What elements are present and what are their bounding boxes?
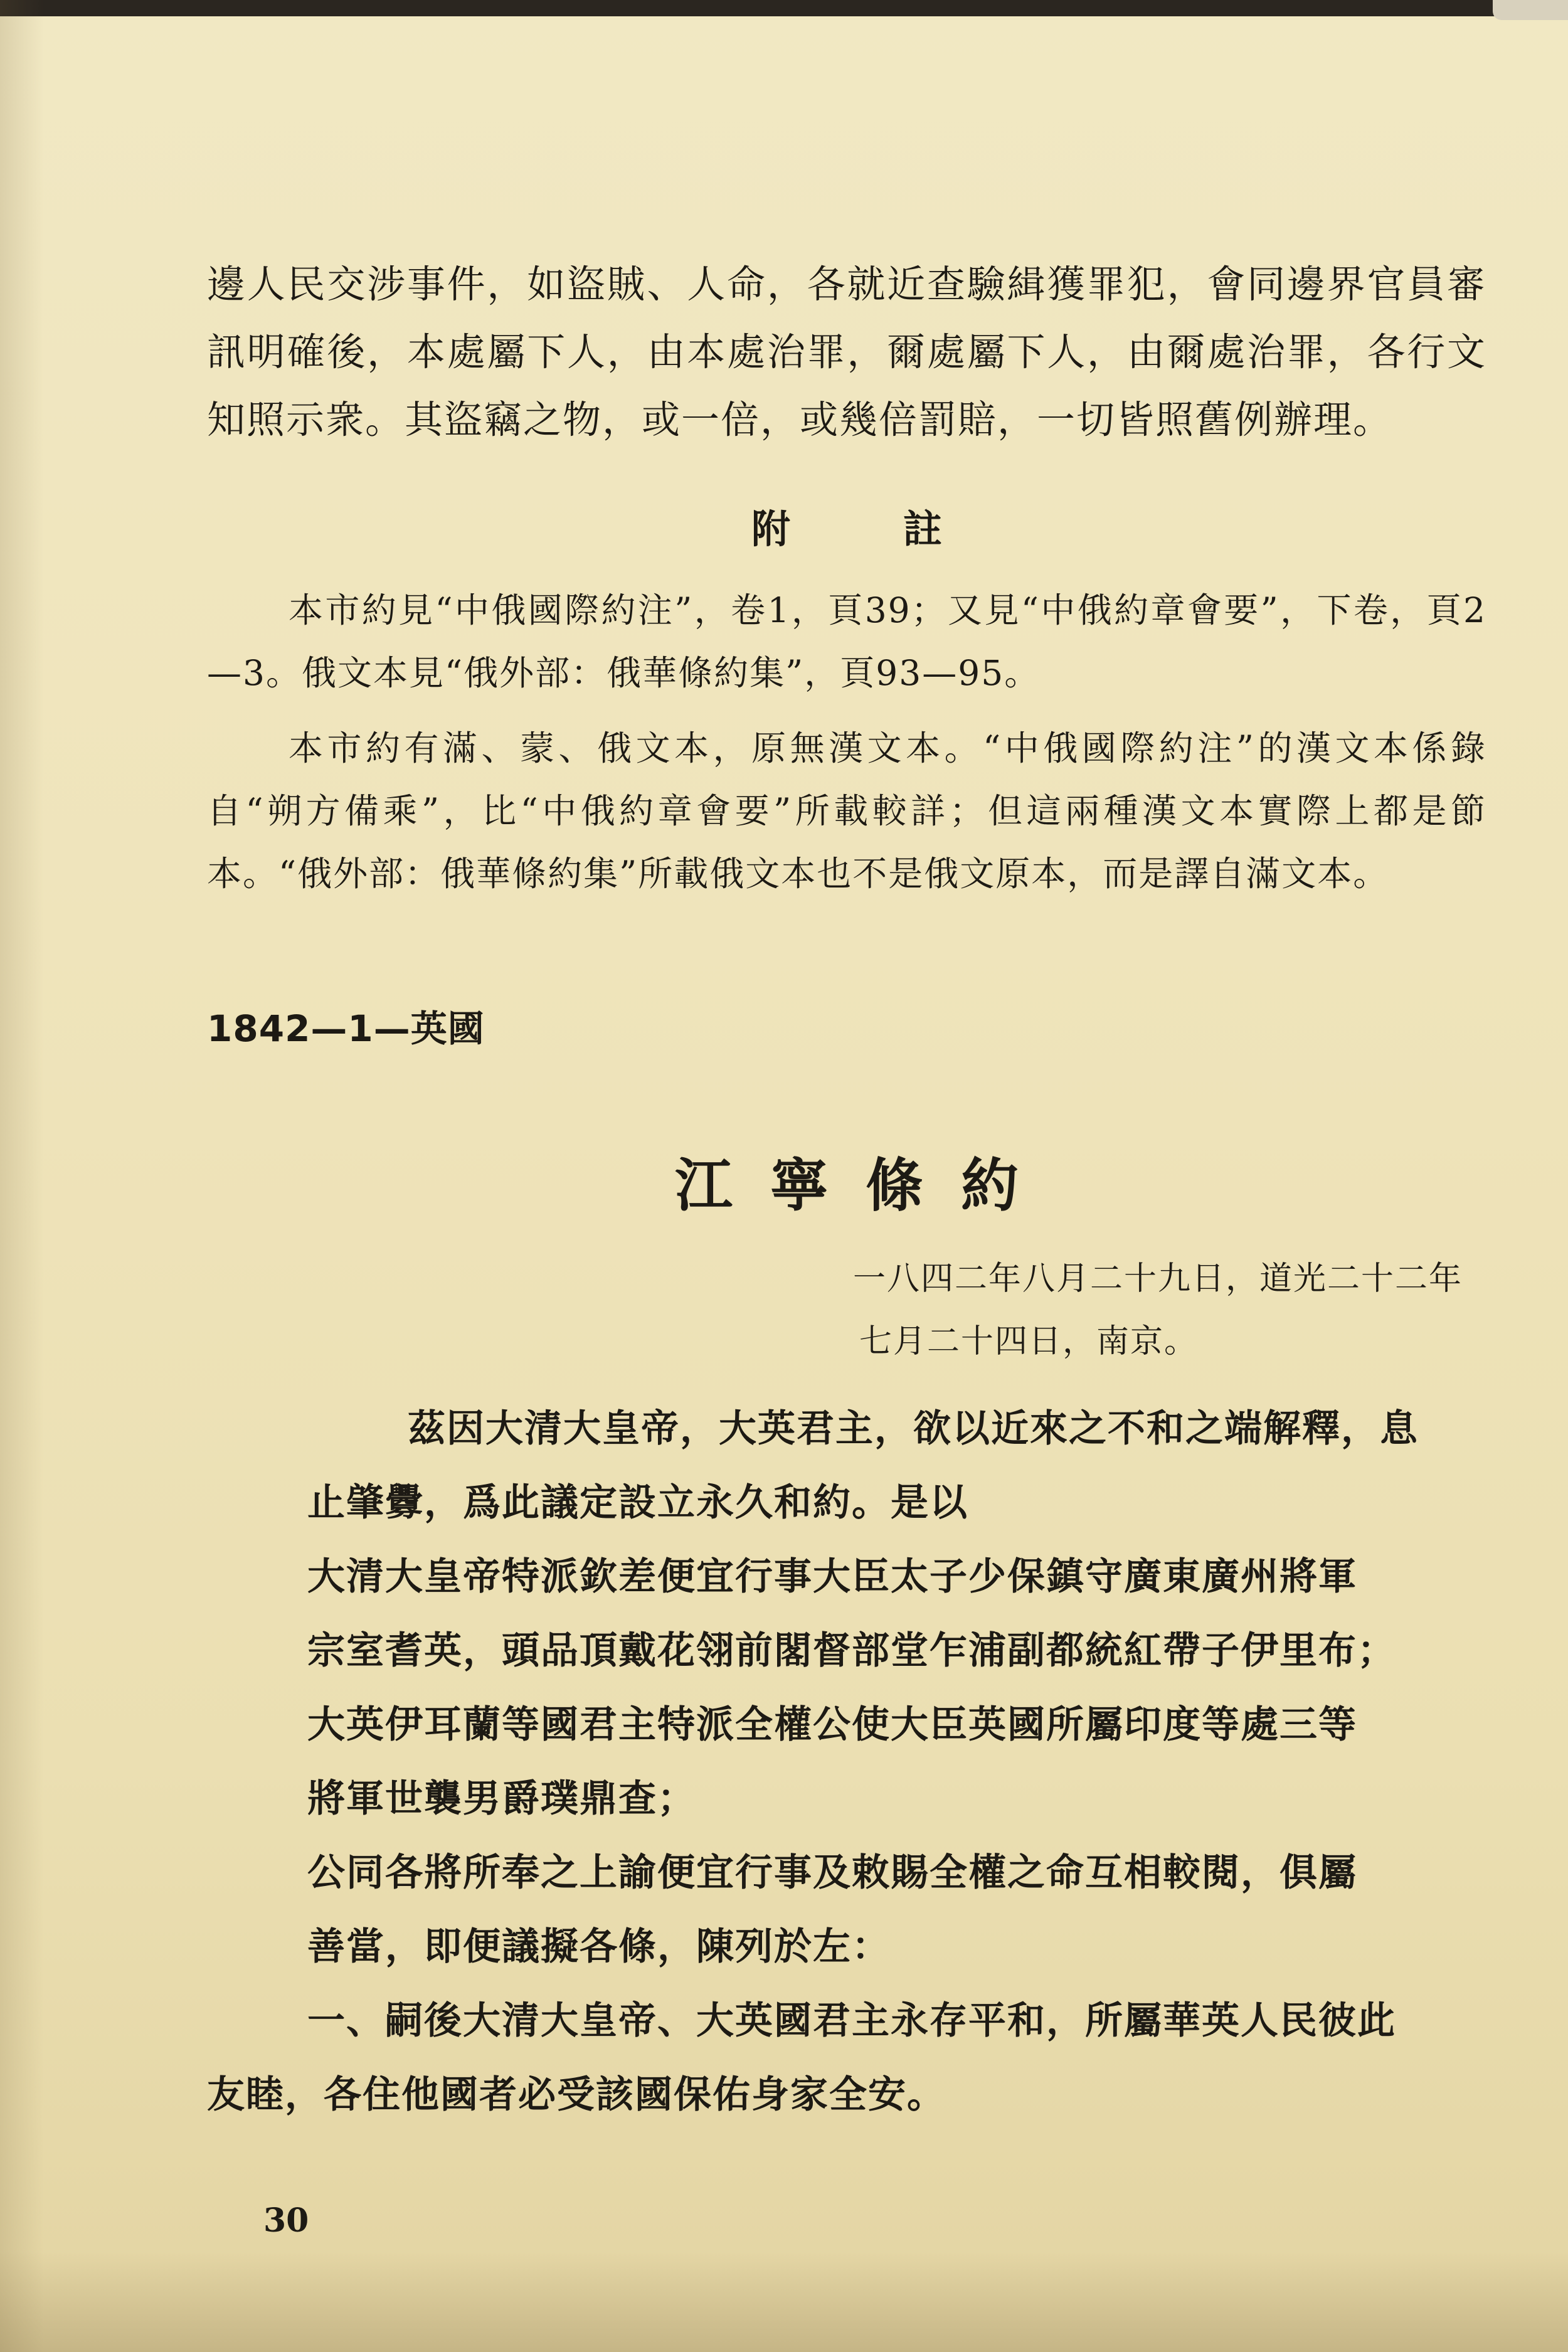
note-block <box>207 579 1486 905</box>
note-heading: 附註 <box>751 506 1055 552</box>
page-content <box>207 251 1486 2132</box>
treaty-line-2: 止肇釁，爲此議定設立永久和約。是以 <box>307 1481 968 1525</box>
treaty-title: 江寧條約 <box>674 1152 1056 1219</box>
bottom-shadow <box>0 2252 1568 2352</box>
treaty-date-line-1: 一八四二年八月二十九日，道光二十二年 <box>853 1260 1463 1298</box>
treaty-line-8: 善當，即便議擬各條，陳列於左： <box>307 1925 891 1969</box>
page-top-edge <box>0 0 1568 16</box>
treaty-line-1: 茲因大清大皇帝，大英君主，欲以近來之不和之端解釋，息 <box>408 1407 1419 1451</box>
treaty-line-3: 大清大皇帝特派欽差便宜行事大臣太子少保鎮守廣東廣州將軍 <box>307 1555 1357 1599</box>
treaty-line-10: 友睦，各住他國者必受該國保佑身家全安。 <box>207 2073 946 2117</box>
treaty-line-7: 公同各將所奉之上諭便宜行事及敕賜全權之命互相較閱，俱屬 <box>307 1851 1357 1895</box>
note-paragraph-1: 本市約見“中俄國際約注”，卷1，頁39；又見“中俄約章會要”，下卷，頁2—3。俄文本見“俄外部：俄華條約集”，頁93—95。 <box>207 590 1486 693</box>
page-number: 30 <box>263 2201 309 2240</box>
note-paragraph-2: 本市約有滿、蒙、俄文本，原無漢文本。“中俄國際約注”的漢文本係錄自“朔方備乘”，比“中俄約章會要”所載較詳；但這兩種漢文本實際上都是節本。“俄外部：俄華條約集”所載俄文本也不是俄文原本，而是譯自滿文本。 <box>207 728 1486 894</box>
treaty-line-6: 將軍世襲男爵璞鼎查； <box>307 1777 696 1821</box>
treaty-line-9: 一、嗣後大清大皇帝、大英國君主永存平和，所屬華英人民彼此 <box>307 1999 1396 2043</box>
page-corner-tag <box>1493 0 1568 20</box>
treaty-line-4: 宗室耆英，頭品頂戴花翎前閣督部堂乍浦副都統紅帶子伊里布； <box>307 1629 1396 1673</box>
section-label: 1842—1—英國 <box>207 1007 485 1050</box>
intro-paragraph: 邊人民交涉事件，如盜賊、人命，各就近查驗緝獲罪犯，會同邊界官員審訊明確後，本處屬下人，由本處治罪，爾處屬下人，由爾處治罪，各行文知照示衆。其盜竊之物，或一倍，或幾倍罰賠，一切皆照舊例辦理。 <box>207 262 1486 442</box>
treaty-line-5: 大英伊耳蘭等國君主特派全權公使大臣英國所屬印度等處三等 <box>307 1703 1357 1747</box>
treaty-date <box>853 1248 1486 1373</box>
spine-shadow <box>0 0 44 2352</box>
treaty-body <box>207 1392 1486 2132</box>
treaty-date-line-2: 七月二十四日，南京。 <box>859 1323 1199 1360</box>
